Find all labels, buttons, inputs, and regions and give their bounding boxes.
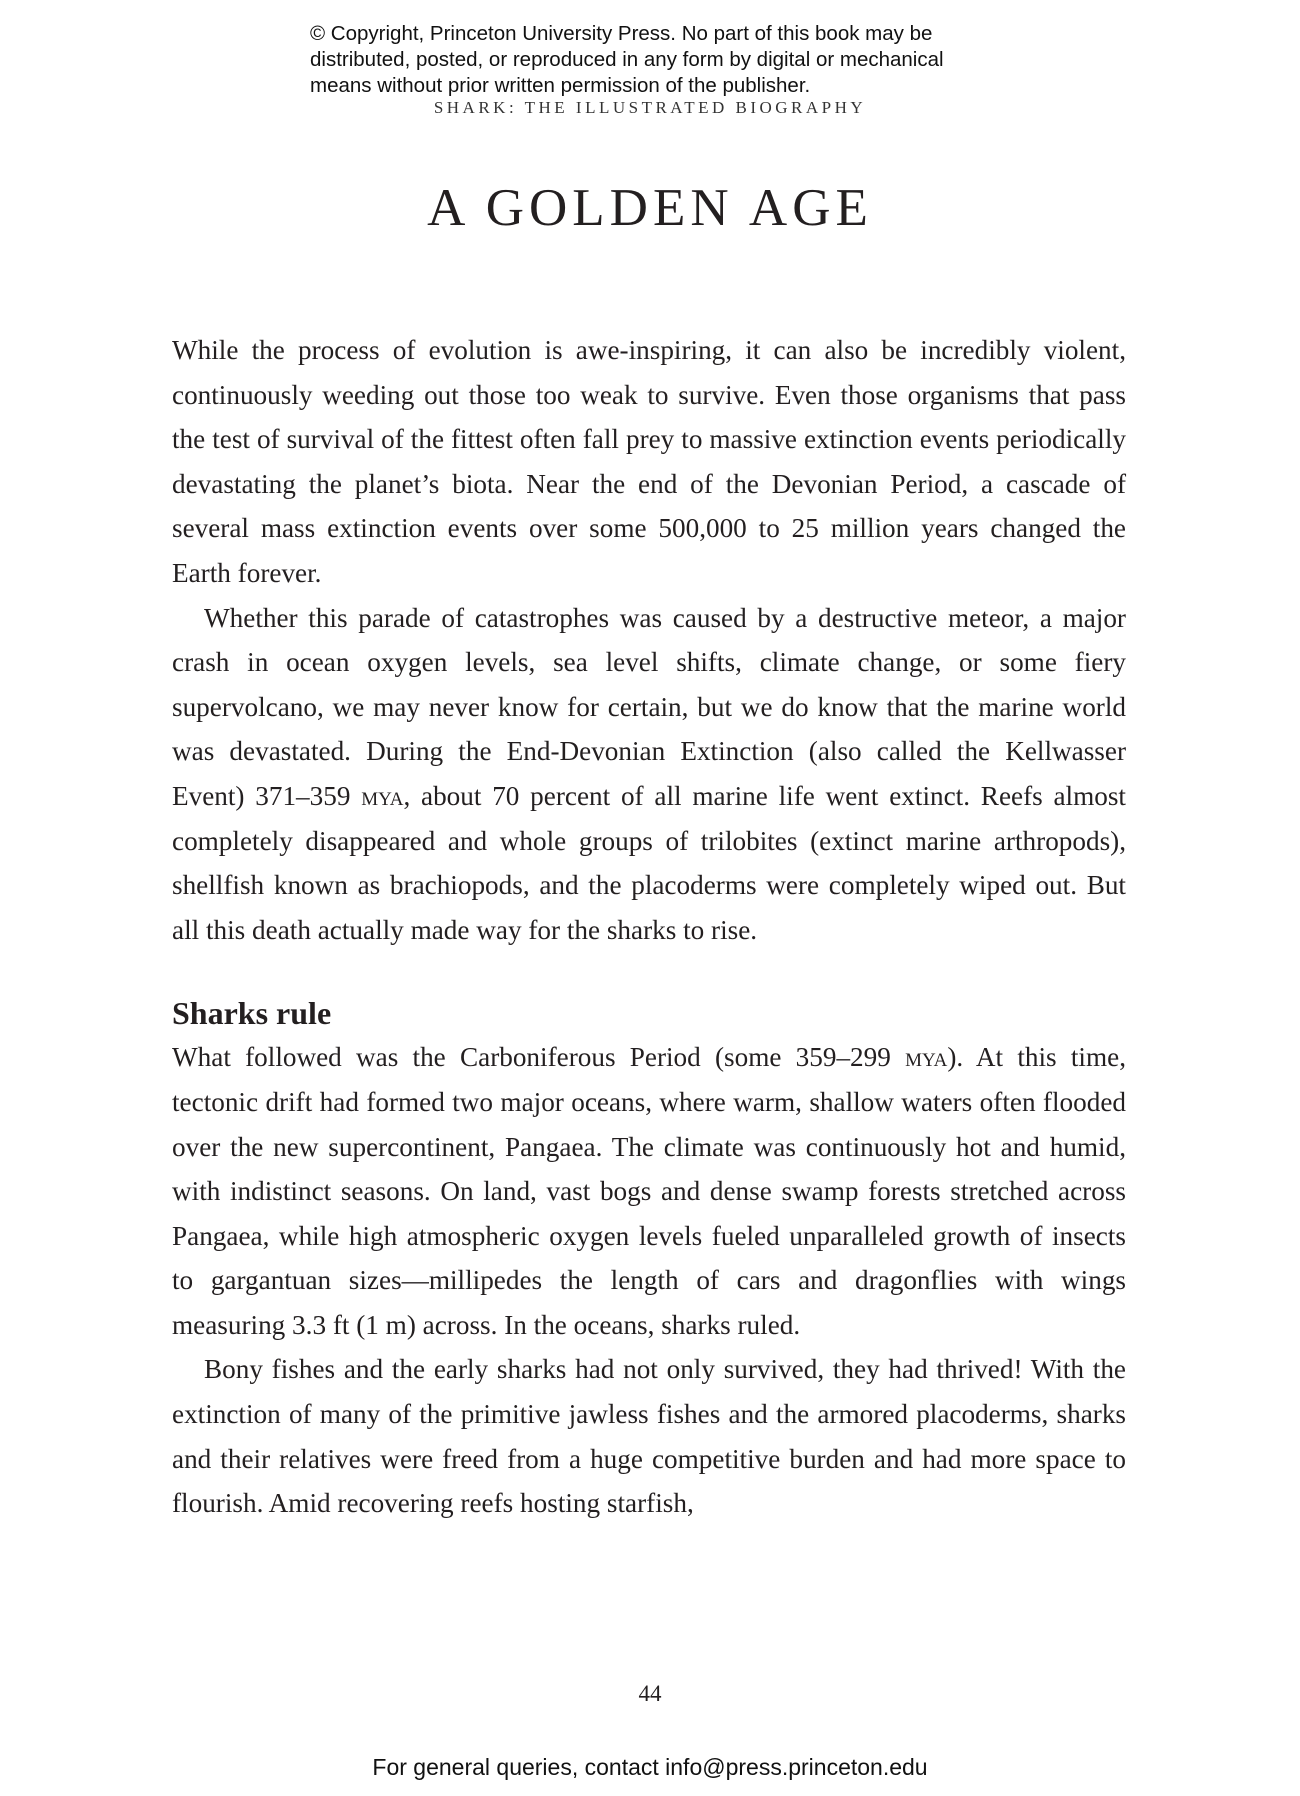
paragraph-3-text-b: ). At this time, tectonic drift had formed two major oceans, where warm, shallow waters often flooded over the new supercontinent, Pangaea. The climate was continuously hot and humid, with indistinct seasons. On land, vast bogs and dense swamp forests stretched across Pangaea, while high atmospheric oxygen levels fueled unparalleled growth of insects to gargantuan sizes—millipedes the length of cars and dragonflies with wings measuring 3.3 ft (1 m) across. In the oceans, sharks ruled. xyxy=(172,1042,1126,1340)
copyright-line-3: means without prior written permission of the publisher. xyxy=(310,74,811,97)
section-heading: Sharks rule xyxy=(172,995,332,1032)
mya-abbreviation: mya xyxy=(905,1042,948,1073)
mya-abbreviation: mya xyxy=(361,780,404,811)
copyright-line-2: distributed, posted, or reproduced in any form by digital or mechanical xyxy=(310,48,944,71)
paragraph-3-text-a: What followed was the Carboniferous Period (some 359–299 xyxy=(172,1042,906,1073)
paragraph-2 xyxy=(172,596,1126,953)
paragraph-2-text-a: Whether this parade of catastrophes was caused by a destructive meteor, a major crash in ocean oxygen levels, sea level shifts, climate change, or some fiery supervolcano, we may never know for certain, but we do know that the marine world was devastated. During the End-Devonian Extinction (also called the Kellwasser Event) 371–359 xyxy=(172,602,1126,811)
footer-contact: For general queries, contact info@press.princeton.edu xyxy=(372,1754,928,1780)
body-text xyxy=(172,328,1126,1526)
paragraph-2-text-b: , about 70 percent of all marine life went extinct. Reefs almost completely disappeared and whole groups of trilobites (extinct marine arthropods), shellfish known as brachiopods, and the placoderms were completely wiped out. But all this death actually made way for the sharks to rise. xyxy=(172,780,1126,945)
copyright-notice xyxy=(310,21,1030,99)
page-number: 44 xyxy=(638,1681,662,1706)
running-head: SHARK: THE ILLUSTRATED BIOGRAPHY xyxy=(433,98,867,117)
chapter-title: A GOLDEN AGE xyxy=(427,179,873,237)
paragraph-1: While the process of evolution is awe-inspiring, it can also be incredibly violent, continuously weeding out those too weak to survive. Even those organisms that pass the test of survival of the fittest often fall prey to massive extinction events periodically devastating the planet’s biota. Near the end of the Devonian Period, a cascade of several mass extinction events over some 500,000 to 25 million years changed the Earth forever. xyxy=(172,335,1126,588)
copyright-line-1: © Copyright, Princeton University Press. No part of this book may be xyxy=(310,22,933,45)
paragraph-3 xyxy=(172,1035,1126,1347)
paragraph-4: Bony fishes and the early sharks had not only survived, they had thrived! With the extinction of many of the primitive jawless fishes and the armored placoderms, sharks and their relatives were freed from a huge competitive burden and had more space to flourish. Amid recovering reefs hosting starfish, xyxy=(172,1354,1126,1519)
